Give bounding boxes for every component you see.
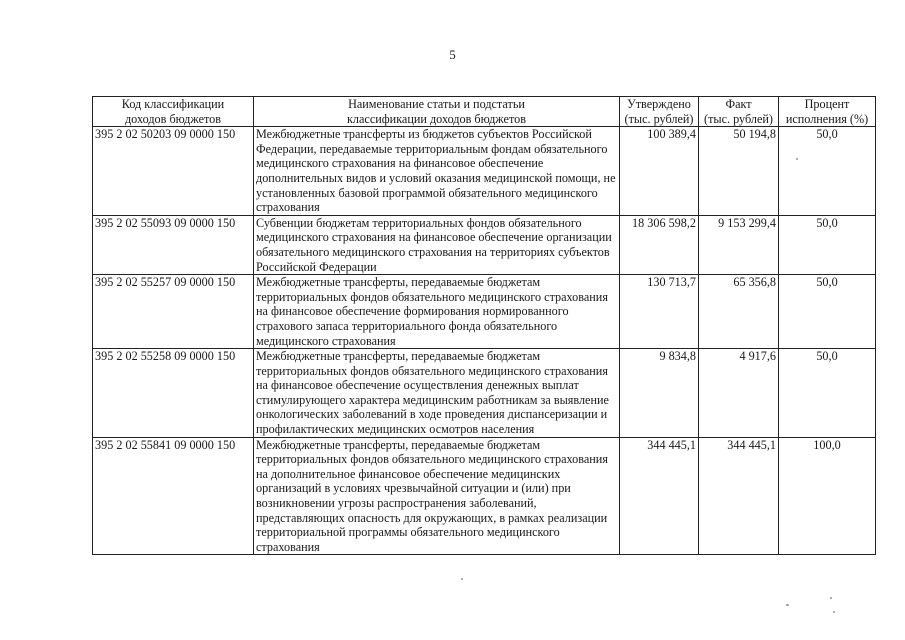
row-name: Межбюджетные трансферты из бюджетов субъектов Российской Федерации, передаваемые территориальным фондам обязательного медицинского страхования на финансовое обеспечение дополнительных видов и условий оказания медицинской помощи, не установленных базовой программой обязательного медицинского страхования [254,127,620,216]
header-row [93,97,876,127]
row-code: 395 2 02 55093 09 0000 150 [93,215,254,274]
row-name: Субвенции бюджетам территориальных фондов обязательного медицинского страхования на финансовое обеспечение организации обязательного медицинского страхования на территориях субъектов Российской Федерации [254,215,620,274]
header-code [93,97,254,127]
table-body [93,127,876,555]
row-code: 395 2 02 50203 09 0000 150 [93,127,254,216]
table-header [93,97,876,127]
table-row [93,215,876,274]
row-fact: 9 153 299,4 [699,215,779,274]
page-number: 5 [449,47,456,62]
table-row [93,275,876,349]
row-name: Межбюджетные трансферты, передаваемые бюджетам территориальных фондов обязательного медицинского страхования на дополнительное финансовое обеспечение медицинских организаций в условиях чрезвычайной ситуации и (или) при возникновении угрозы распространения заболеваний, представляющих опасность для окружающих, в рамках реализации территориальной программы обязательного медицинского страхования [254,437,620,555]
header-approved-line1: Утверждено [627,97,691,111]
header-approved-line2: (тыс. рублей) [624,111,694,126]
row-percent: 50,0 [779,215,876,274]
scan-speck [830,597,832,599]
row-approved: 130 713,7 [620,275,699,349]
header-fact-line2: (тыс. рублей) [704,111,773,126]
row-fact: 65 356,8 [699,275,779,349]
row-percent: 50,0 [779,127,876,216]
header-code-line1: Код классификации [121,97,225,111]
header-percent-line2: исполнения (%) [785,111,869,126]
row-approved: 9 834,8 [620,349,699,438]
row-percent: 100,0 [779,437,876,555]
header-name-line1: Наименование статьи и подстатьи [348,97,525,111]
table-row [93,437,876,555]
row-percent: 50,0 [779,349,876,438]
scan-speck [786,604,789,606]
row-code: 395 2 02 55258 09 0000 150 [93,349,254,438]
row-code: 395 2 02 55257 09 0000 150 [93,275,254,349]
row-fact: 4 917,6 [699,349,779,438]
scan-speck [833,611,835,613]
header-approved [620,97,699,127]
header-fact [699,97,779,127]
header-name-line2: классификации доходов бюджетов [347,111,526,126]
row-percent: 50,0 [779,275,876,349]
budget-revenue-table [92,96,876,555]
row-approved: 344 445,1 [620,437,699,555]
header-percent-line1: Процент [804,97,850,111]
table-row [93,127,876,216]
row-approved: 18 306 598,2 [620,215,699,274]
header-code-line2: доходов бюджетов [124,111,222,126]
row-name: Межбюджетные трансферты, передаваемые бюджетам территориальных фондов обязательного медицинского страхования на финансовое обеспечение формирования нормированного страхового запаса территориального фонда обязательного медицинского страхования [254,275,620,349]
header-fact-line1: Факт [725,97,752,111]
row-name: Межбюджетные трансферты, передаваемые бюджетам территориальных фондов обязательного медицинского страхования на финансовое обеспечение осуществления денежных выплат стимулирующего характера медицинским работникам за выявление онкологических заболеваний в ходе проведения диспансеризации и профилактических медицинских осмотров населения [254,349,620,438]
scan-speck [461,578,463,580]
row-fact: 50 194,8 [699,127,779,216]
header-name [254,97,620,127]
header-percent [779,97,876,127]
table-row [93,349,876,438]
row-fact: 344 445,1 [699,437,779,555]
scan-speck [796,158,798,160]
row-approved: 100 389,4 [620,127,699,216]
row-code: 395 2 02 55841 09 0000 150 [93,437,254,555]
